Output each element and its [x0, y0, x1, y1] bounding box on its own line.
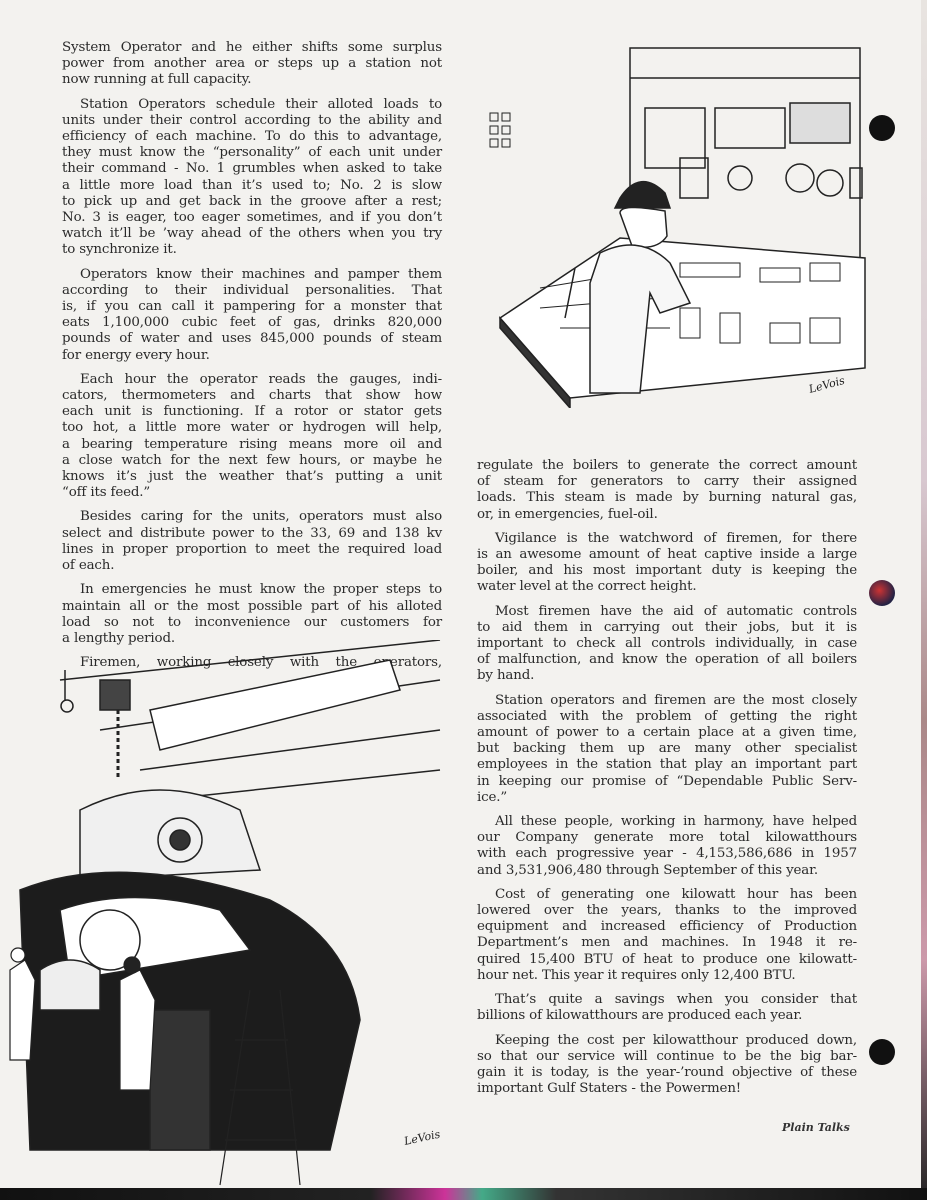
paragraph	[477, 814, 857, 879]
text-line: our Company generate more total kilowatthours	[477, 830, 857, 846]
text-line: ice.”	[477, 789, 508, 805]
paragraph	[477, 458, 857, 523]
text-line: System Operator and he either shifts some surplus	[62, 40, 442, 55]
text-line: amount of power to a certain place at a given time,	[477, 725, 857, 741]
article-column-right	[477, 458, 857, 1105]
text-line: lines in proper proportion to meet the required load	[62, 541, 442, 557]
text-line: equipment and increased efficiency of Production	[477, 919, 857, 935]
text-line: water level at the correct height.	[477, 579, 697, 595]
paragraph	[62, 97, 442, 259]
text-line: “off its feed.”	[62, 485, 151, 501]
text-line: is an awesome amount of heat captive inside a large	[477, 547, 857, 563]
paragraph	[477, 992, 857, 1024]
text-line: watch it’ll be ’way ahead of the others when you try	[62, 226, 442, 242]
text-line: according to their individual personalities. That	[62, 282, 442, 298]
text-line: Operators know their machines and pamper them	[80, 266, 442, 282]
text-line: billions of kilowatthours are produced each year.	[477, 1008, 803, 1024]
text-line: by hand.	[477, 668, 535, 684]
paragraph	[477, 887, 857, 984]
text-line: Vigilance is the watchword of firemen, for there	[495, 530, 857, 546]
text-line: or, in emergencies, fuel-oil.	[477, 506, 658, 522]
text-line: Cost of generating one kilowatt hour has been	[495, 886, 857, 902]
paragraph	[62, 40, 442, 89]
control-room-illustration	[480, 38, 870, 408]
text-line: a little more load than it’s used to; No. 2 is slow	[62, 177, 442, 193]
text-line: of each.	[62, 558, 115, 574]
text-line: load so not to inconvenience our customers for	[62, 614, 442, 630]
text-line: each unit is functioning. If a rotor or stator gets	[62, 404, 442, 420]
paragraph	[62, 372, 442, 502]
text-line: in keeping our promise of “Dependable Public Serv-	[477, 773, 857, 789]
text-line: quired 15,400 BTU of heat to produce one kilowatt-	[477, 951, 857, 967]
text-line: but backing them up are many other specialist	[477, 741, 857, 757]
text-line: Firemen, working closely with the operators,	[80, 655, 442, 671]
text-line: and 3,531,906,480 through September of this year.	[477, 862, 819, 878]
text-line: In emergencies he must know the proper steps to	[80, 582, 442, 598]
paragraph	[477, 531, 857, 596]
text-line: Department’s men and machines. In 1948 it re-	[477, 935, 857, 951]
artist-signature: LeVois	[402, 1127, 442, 1148]
punch-hole-icon	[869, 1039, 895, 1065]
paragraph	[62, 267, 442, 364]
text-line: Keeping the cost per kilowatthour produced down,	[495, 1032, 857, 1048]
text-line: is, if you can call it pampering for a monster that	[62, 299, 442, 315]
text-line: important Gulf Staters - the Powermen!	[477, 1081, 742, 1097]
text-line: to synchronize it.	[62, 242, 177, 258]
text-line: cators, thermometers and charts that show how	[62, 388, 442, 404]
publication-footer: Plain Talks	[782, 1121, 850, 1134]
text-line: Most firemen have the aid of automatic controls	[495, 603, 857, 619]
text-line: a lengthy period.	[62, 630, 175, 646]
text-line: power from another area or steps up a station not	[62, 56, 442, 72]
text-line: with each progressive year - 4,153,586,686 in 1957	[477, 846, 857, 862]
text-line: associated with the problem of getting the right	[477, 708, 857, 724]
text-line: hour net. This year it requires only 12,400 BTU.	[477, 967, 796, 983]
paragraph	[477, 604, 857, 685]
text-line: boiler, and his most important duty is keeping the	[477, 563, 857, 579]
text-line: Each hour the operator reads the gauges, indi-	[80, 371, 442, 387]
text-line: All these people, working in harmony, have helped	[495, 814, 857, 830]
paragraph	[477, 693, 857, 806]
text-line: Station Operators schedule their alloted loads to	[80, 96, 442, 112]
text-line: employees in the station that play an important part	[477, 757, 857, 773]
text-line: now running at full capacity.	[62, 72, 252, 88]
article-column-left	[62, 40, 442, 679]
punch-hole-icon	[869, 580, 895, 606]
artist-signature: LeVois	[807, 373, 847, 396]
text-line: pounds of water and uses 845,000 pounds of steam	[62, 331, 442, 347]
text-line: to aid them in carrying out their jobs, but it is	[477, 619, 857, 635]
text-line: of steam for generators to carry their assigned	[477, 474, 857, 490]
text-line: units under their control according to the ability and	[62, 112, 442, 128]
text-line: a bearing temperature rising means more oil and	[62, 436, 442, 452]
text-line: No. 3 is eager, too eager sometimes, and if you don’t	[62, 210, 442, 226]
paragraph	[62, 582, 442, 647]
page-edge	[921, 0, 927, 1200]
text-line: select and distribute power to the 33, 69 and 138 kv	[62, 525, 442, 541]
text-line: efficiency of each machine. To do this to advantage,	[62, 129, 442, 145]
text-line: regulate the boilers to generate the correct amount	[477, 458, 857, 473]
paragraph	[477, 1033, 857, 1098]
text-line: their command - No. 1 grumbles when asked to take	[62, 161, 442, 177]
text-line: too hot, a little more water or hydrogen will help,	[62, 420, 442, 436]
text-line: they must know the “personality” of each unit under	[62, 145, 442, 161]
turbine-illustration	[0, 640, 460, 1190]
text-line: loads. This steam is made by burning natural gas,	[477, 490, 857, 506]
text-line: knows it’s just the weather that’s putting a unit	[62, 469, 442, 485]
text-line: eats 1,100,000 cubic feet of gas, drinks 820,000	[62, 315, 442, 331]
text-line: Besides caring for the units, operators must also	[80, 509, 442, 525]
text-line: for energy every hour.	[62, 347, 210, 363]
paragraph	[62, 509, 442, 574]
text-line: That’s quite a savings when you consider that	[495, 992, 857, 1008]
punch-hole-icon	[869, 115, 895, 141]
text-line: a close watch for the next few hours, or maybe he	[62, 452, 442, 468]
text-line: so that our service will continue to be the big bar-	[477, 1048, 857, 1064]
text-line: gain it is today, is the year-’round objective of these	[477, 1064, 857, 1080]
text-line: of malfunction, and know the operation of all boilers	[477, 652, 857, 668]
text-line: maintain all or the most possible part of his alloted	[62, 598, 442, 614]
text-line: important to check all controls individually, in case	[477, 636, 857, 652]
text-line: lowered over the years, thanks to the improved	[477, 903, 857, 919]
text-line: Station operators and firemen are the most closely	[495, 692, 857, 708]
text-line: to pick up and get back in the groove after a rest;	[62, 193, 442, 209]
